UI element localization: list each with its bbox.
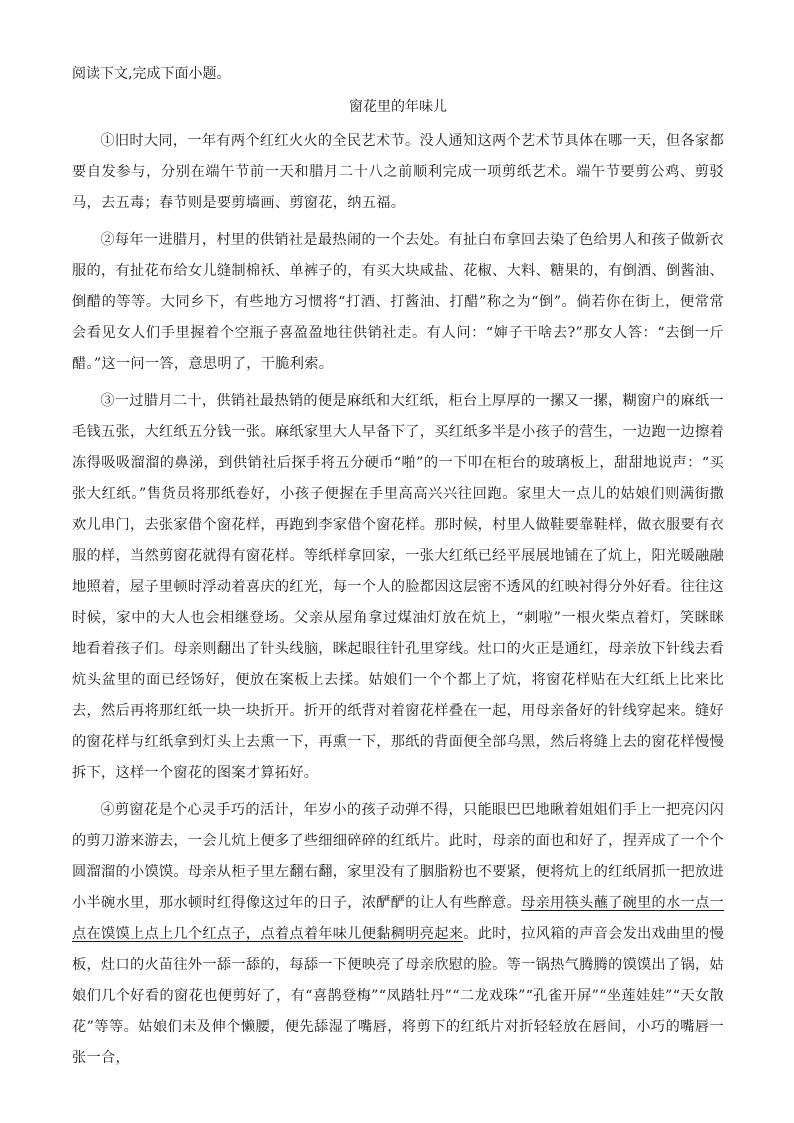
paragraph-1: ①旧时大同，一年有两个红红火火的全民艺术节。没人通知这两个艺术节具体在哪一天，但各家都要自发参与，分别在端午节前一天和腊月二十八之前顺利完成一项剪纸艺术。端午节要剪公鸡、剪驳马，去五毒；春节则是要剪墙画、剪窗花，纳五福。 xyxy=(72,133,724,211)
paragraph-3: ③一过腊月二十，供销社最热销的便是麻纸和大红纸，柜台上厚厚的一摞又一摞，糊窗户的麻纸一毛钱五张，大红纸五分钱一张。麻纸家里大人早备下了，买红纸多半是小孩子的营生，一边跑一边擦着冻得吸吸溜溜的鼻涕，到供销社后探手将五分硬币“啪”的一下叩在柜台的玻璃板上，甜甜地说声：“买张大红纸。”售货员将那纸卷好，小孩子便握在手里高高兴兴往回跑。家里大一点儿的姑娘们则满街撒欢儿串门，去张家借个窗花样，再跑到李家借个窗花样。那时候，村里人做鞋要靠鞋样，做衣服要有衣服的样，当然剪窗花就得有窗花样。等纸样拿回家，一张大红纸已经平展展地铺在了炕上，阳光暖融融地照着，屋子里顿时浮动着喜庆的红光，每一个人的脸都因这层密不透风的红映衬得分外好看。往往这时候，家中的大人也会相继登场。父亲从屋角拿过煤油灯放在炕上，“刺啦”一根火柴点着灯，笑眯眯地看着孩子们。母亲则翻出了针头线脑，眯起眼往针孔里穿线。灶口的火正是通红，母亲放下针线去看炕头盆里的面已经饧好，便放在案板上去揉。姑娘们一个个都上了炕，将窗花样贴在大红纸上比来比去，然后再将那红纸一块一块折开。折开的纸背对着窗花样叠在一起，用母亲备好的针线穿起来。缝好的窗花样与红纸拿到灯头上去熏一下，再熏一下，那纸的背面便全部乌黑，然后将缝上去的窗花样慢慢拆下，这样一个窗花的图案才算拓好。 xyxy=(72,393,724,781)
article-title: 窗花里的年味儿 xyxy=(349,99,447,115)
paragraph-2: ②每年一进腊月，村里的供销社是最热闹的一个去处。有扯白布拿回去染了色给男人和孩子做新衣服的，有扯花布给女儿缝制棉袄、单裤子的，有买大块咸盐、花椒、大料、糖果的，有倒酒、倒酱油、倒醋的等等。大同乡下，有些地方习惯将“打酒、打酱油、打醋”称之为“倒”。倘若你在街上，便常常会看见女人们手里握着个空瓶子喜盈盈地往供销社走。有人问：“婶子干啥去?”那女人答：“去倒一斤醋。”这一问一答，意思明了，干脆利索。 xyxy=(72,232,724,372)
document-page xyxy=(72,62,724,1074)
paragraph-4 xyxy=(72,795,724,1074)
paragraph-4-text-b: 。此时，拉风箱的声音会发出戏曲里的慢板，灶口的火苗往外一舔一舔的，每舔一下便映亮了母亲欣慰的脸。等一锅热气腾腾的馍馍出了锅，姑娘们几个好看的窗花也便剪好了，有“喜鹊登梅”“凤踏牡丹”“二龙戏珠”“孔雀开屏”“坐莲娃娃”“天女散花”等等。姑娘们未及伸个懒腰，便先舔湿了嘴唇，将剪下的红纸片对折轻轻放在唇间，小巧的嘴唇一张一合， xyxy=(72,926,724,1066)
question-instruction: 阅读下文,完成下面小题。 xyxy=(72,66,231,82)
paragraph-4-text-a: ④剪窗花是个心灵手巧的活计，年岁小的孩子动弹不得，只能眼巴巴地瞅着姐姐们手上一把亮闪闪的剪刀游来游去，一会儿炕上便多了些细细碎碎的红纸片。此时，母亲的面也和好了，捏弄成了一个个圆溜溜的小馍馍。母亲从柜子里左翻右翻，家里没有了胭脂粉也不要紧，便将炕上的红纸屑抓一把放进小半碗水里，那水顿时红得像这过年的日子，浓酽酽的让人有些醉意。 xyxy=(72,802,724,911)
underlined-sentence: 母亲用筷头蘸了碗里的水一点一点在馍馍上点上几个红点子，点着点着年味儿便黏稠明亮起来 xyxy=(72,895,724,942)
